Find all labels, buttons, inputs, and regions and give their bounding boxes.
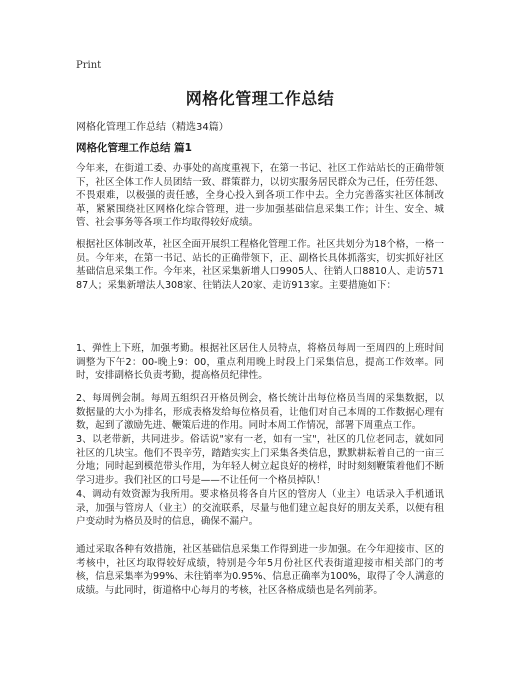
paragraph-results: 通过采取各种有效措施，社区基础信息采集工作得到进一步加强。在今年迎接市、区的考核中，社区均取得较好成绩，特别是今年5月份社区代表街道迎接市相关部门的考核，信息采集率为99%、未往销率为0.95%、信息正确率为100%，取得了令人满意的成绩。与此同时，街道格中心每月的考核，社区各格成绩也是名列前茅。 (76, 544, 444, 596)
page-title: 网格化管理工作总结 (185, 89, 335, 108)
paragraph-measure-1: 1、弹性上下班，加强考勤。根据社区居住人员特点，将格员每周一至周四的上班时间调整为下午2：00-晚上9：00，重点利用晚上时段上门采集信息，提高工作效率。同时，安排副格长负责考勤，提高格员纪律性。 (76, 343, 444, 382)
document-subtitle: 网格化管理工作总结（精选34篇） (76, 122, 229, 133)
print-link[interactable]: Print (76, 60, 102, 71)
paragraph-intro: 今年来，在街道工委、办事处的高度重视下，在第一书记、社区工作站站长的正确带领下，社区全体工作人员团结一致、群策群力，以切实服务居民群众为己任，任劳任怨、不畏艰难，以极强的责任感，全身心投入到各项工作中去。全力完善落实社区体制改革，紧紧围绕社区网格化综合管理，进一步加强基础信息采集工作；计生、安全、城管、社会事务等各项工作均取得较好成绩。 (76, 163, 444, 229)
section-heading: 网格化管理工作总结 篇1 (76, 142, 192, 154)
paragraph-measure-2: 2、每周例会制。每周五组织召开格员例会，格长统计出每位格员当周的采集数据，以数据量的大小为排名，形成表格发给每位格员看，让他们对自己本周的工作数据心理有数，起到了激励先进、鞭策后进的作用。同时本周工作情况，部署下周重点工作。 (76, 393, 444, 432)
paragraph-measure-3: 3、以老带新，共同进步。俗话说"家有一老，如有一宝"，社区的几位老同志，就如同社区的几块宝。他们不畏辛劳，踏踏实实上门采集各类信息，默默耕耘着自己的一亩三分地；同时起到模范带头作用，为年轻人树立起良好的榜样，时时刻刻鞭策着他们不断学习进步。我们社区的口号是——不让任何一个格员掉队！ (76, 434, 444, 486)
paragraph-measure-4: 4、调动有效资源为我所用。要求格员将各自片区的管房人（业主）电话录入手机通讯录，加强与管房人（业主）的交流联系，尽量与他们建立起良好的朋友关系，以便有租户变动时为格员及时的信息，确保不漏户。 (76, 489, 444, 528)
paragraph-system-reform: 根据社区体制改革，社区全面开展织工程格化管理工作。社区共划分为18个格，一格一员。今年来，在第一书记、站长的正确带领下，正、副格长具体抓落实，切实抓好社区基础信息采集工作。今年来，社区采集新增人口9905人、往销人口8810人、走访57187人；采集新增法人308家、往销法人20家、走访913家。主要措施如下： (76, 239, 444, 291)
